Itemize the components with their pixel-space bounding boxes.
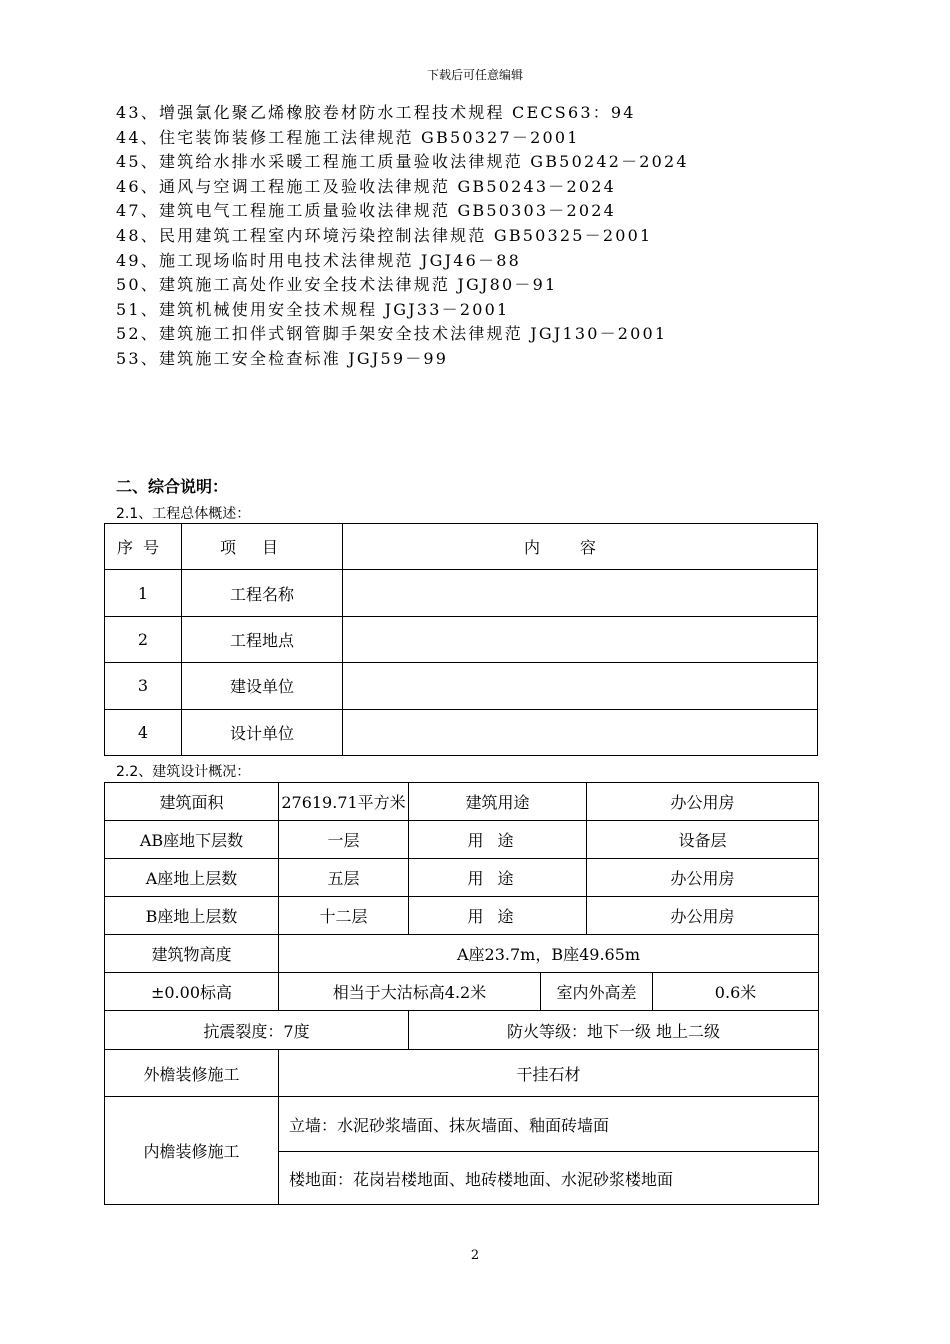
- table-header-row: [105, 524, 818, 570]
- b-above-use: 办公用房: [587, 897, 819, 935]
- height-diff-value: 0.6米: [653, 973, 819, 1011]
- row-item: 工程地点: [182, 616, 343, 662]
- row-no: 4: [105, 709, 182, 755]
- usage-label: 建筑用途: [409, 783, 587, 821]
- header-seq: 序号: [105, 524, 182, 570]
- a-above-use: 办公用房: [587, 859, 819, 897]
- ab-under-value: 一层: [279, 821, 409, 859]
- list-item: 50、建筑施工高处作业安全技术法律规范 JGJ80－91: [116, 275, 558, 295]
- exterior-label: 外檐装修施工: [105, 1050, 279, 1097]
- design-table: [104, 782, 819, 1205]
- table-row: [105, 1050, 819, 1097]
- height-label: 建筑物高度: [105, 935, 279, 973]
- table-row: [105, 897, 819, 935]
- overview-title: 2.1、工程总体概述：: [116, 506, 251, 522]
- header-note: 下载后可任意编辑: [426, 68, 523, 82]
- table-row: [105, 935, 819, 973]
- row-content: [343, 663, 818, 709]
- use-label: 用途: [409, 859, 587, 897]
- interior-wall: 立墙：水泥砂浆墙面、抹灰墙面、釉面砖墙面: [279, 1097, 819, 1152]
- elevation-value: 相当于大沽标高4.2米: [279, 973, 541, 1011]
- header-item: 项目: [182, 524, 343, 570]
- list-item: 44、住宅装饰装修工程施工法律规范 GB50327－2001: [116, 127, 580, 147]
- b-above-label: B座地上层数: [105, 897, 279, 935]
- table-row: [105, 1097, 819, 1152]
- section-title: 二、综合说明：: [116, 477, 229, 496]
- elevation-label: ±0.00标高: [105, 973, 279, 1011]
- table-row: [105, 616, 818, 662]
- interior-floor: 楼地面：花岗岩楼地面、地砖楼地面、水泥砂浆楼地面: [279, 1152, 819, 1205]
- height-diff-label: 室内外高差: [541, 973, 653, 1011]
- a-above-label: A座地上层数: [105, 859, 279, 897]
- design-title: 2.2、建筑设计概况：: [116, 764, 251, 780]
- height-value: A座23.7m，B座49.65m: [279, 935, 819, 973]
- ab-under-use: 设备层: [587, 821, 819, 859]
- row-item: 工程名称: [182, 570, 343, 616]
- area-label: 建筑面积: [105, 783, 279, 821]
- row-content: [343, 616, 818, 662]
- row-content: [343, 709, 818, 755]
- b-above-value: 十二层: [279, 897, 409, 935]
- page-number: 2: [470, 1248, 480, 1263]
- list-item: 46、通风与空调工程施工及验收法律规范 GB50243－2024: [116, 176, 617, 196]
- use-label: 用途: [409, 821, 587, 859]
- row-no: 3: [105, 663, 182, 709]
- standards-list: [116, 101, 689, 372]
- table-row: [105, 783, 819, 821]
- list-item: 53、建筑施工安全检查标准 JGJ59－99: [116, 348, 449, 368]
- list-item: 48、民用建筑工程室内环境污染控制法律规范 GB50325－2001: [116, 225, 653, 245]
- row-item: 建设单位: [182, 663, 343, 709]
- list-item: 49、施工现场临时用电技术法律规范 JGJ46－88: [116, 250, 521, 270]
- a-above-value: 五层: [279, 859, 409, 897]
- table-row: [105, 1011, 819, 1050]
- table-row: [105, 859, 819, 897]
- overview-table: [104, 523, 818, 756]
- fire-grade: 防火等级：地下一级 地上二级: [409, 1011, 819, 1050]
- list-item: 43、增强氯化聚乙烯橡胶卷材防水工程技术规程 CECS63：94: [116, 103, 636, 122]
- interior-label: 内檐装修施工: [105, 1097, 279, 1205]
- list-item: 52、建筑施工扣伴式钢管脚手架安全技术法律规范 JGJ130－2001: [116, 324, 668, 344]
- usage-value: 办公用房: [587, 783, 819, 821]
- table-row: [105, 570, 818, 616]
- row-item: 设计单位: [182, 709, 343, 755]
- exterior-value: 干挂石材: [279, 1050, 819, 1097]
- row-content: [343, 570, 818, 616]
- row-no: 1: [105, 570, 182, 616]
- list-item: 45、建筑给水排水采暖工程施工质量验收法律规范 GB50242－2024: [116, 152, 689, 172]
- table-row: [105, 709, 818, 755]
- use-label: 用途: [409, 897, 587, 935]
- list-item: 47、建筑电气工程施工质量验收法律规范 GB50303－2024: [116, 201, 617, 221]
- list-item: 51、建筑机械使用安全技术规程 JGJ33－2001: [116, 299, 510, 319]
- area-value: 27619.71平方米: [279, 783, 409, 821]
- seismic-grade: 抗震裂度：7度: [105, 1011, 409, 1050]
- table-row: [105, 973, 819, 1011]
- table-row: [105, 821, 819, 859]
- row-no: 2: [105, 616, 182, 662]
- ab-under-label: AB座地下层数: [105, 821, 279, 859]
- table-row: [105, 663, 818, 709]
- header-content: 内容: [343, 524, 818, 570]
